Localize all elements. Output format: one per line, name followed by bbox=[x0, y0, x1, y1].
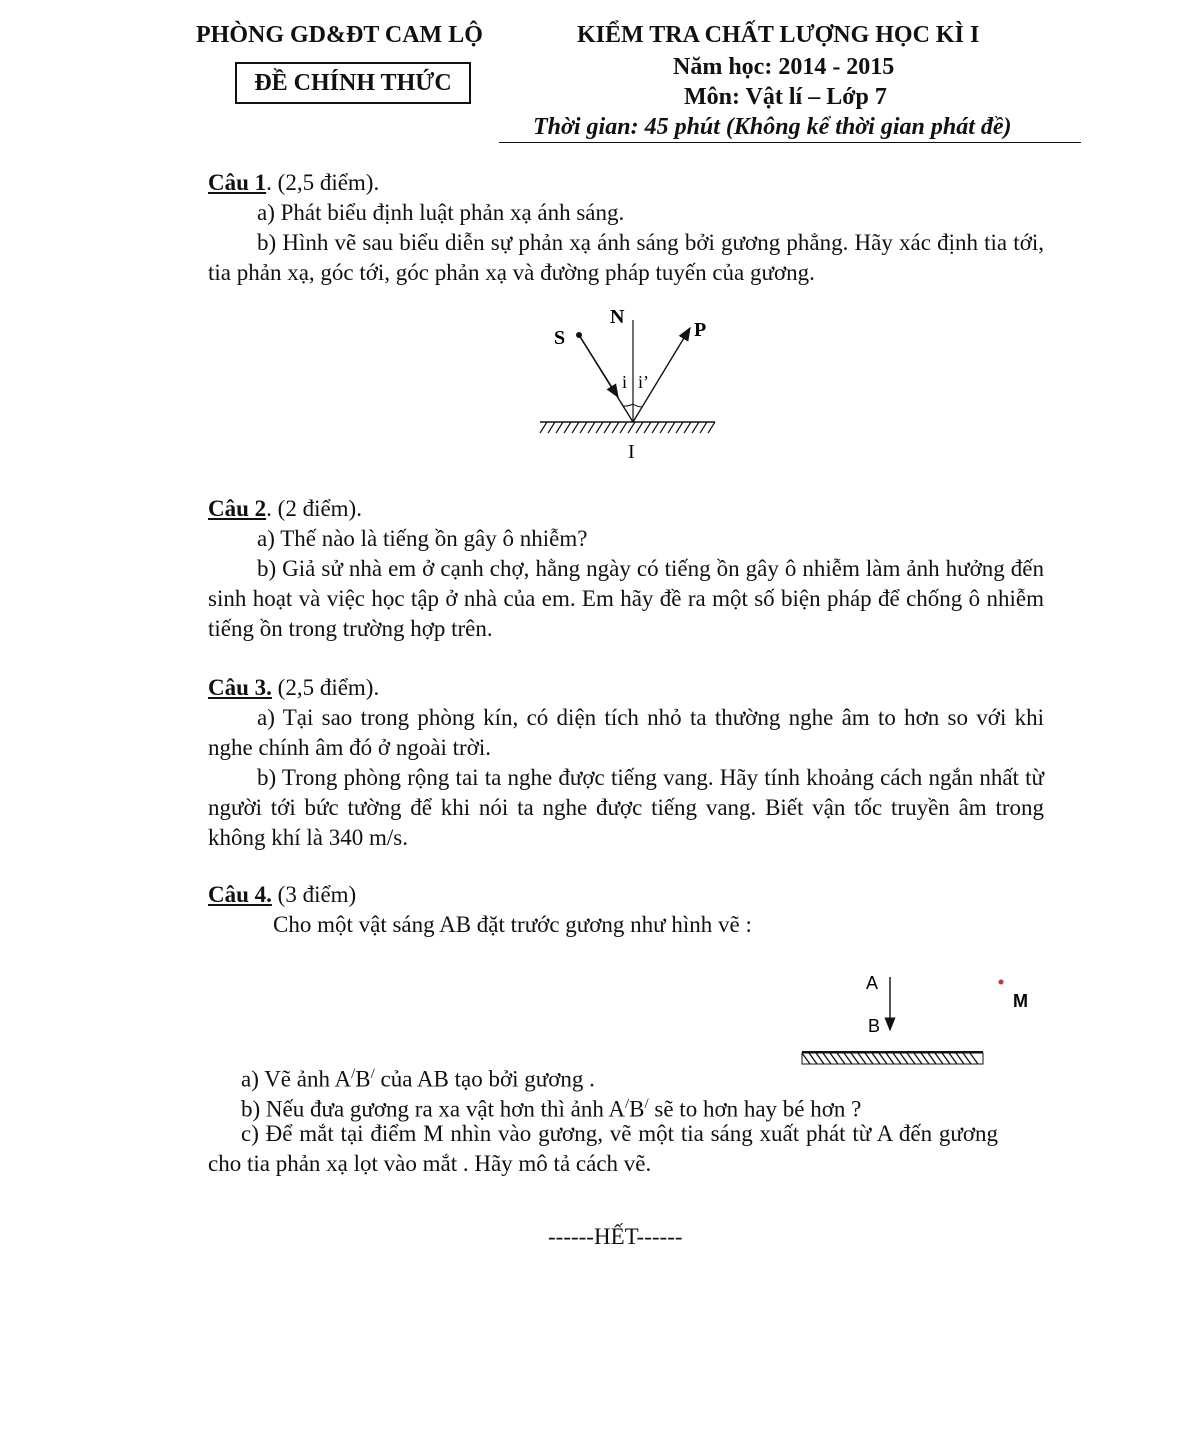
incident-ray-arrow bbox=[579, 335, 618, 397]
question-3-heading bbox=[208, 673, 379, 703]
label-m: M bbox=[1013, 991, 1028, 1011]
label-n: N bbox=[610, 306, 625, 328]
department-name: PHÒNG GD&ĐT CAM LỘ bbox=[196, 22, 483, 48]
question-4-title: Câu 4. bbox=[208, 882, 272, 907]
prime-mark: / bbox=[351, 1066, 356, 1082]
prime-mark: / bbox=[644, 1096, 649, 1112]
label-incidence-point: I bbox=[628, 441, 635, 463]
question-1a: a) Phát biểu định luật phản xạ ánh sáng. bbox=[257, 200, 625, 225]
prime-mark: / bbox=[624, 1096, 630, 1112]
question-3-title: Câu 3. bbox=[208, 675, 272, 700]
question-1b: b) Hình vẽ sau biểu diễn sự phản xạ ánh sáng bởi gương phẳng. Hãy xác định tia tới, tia phản xạ, góc tới, góc phản xạ và đường pháp tuyến của gương. bbox=[208, 230, 1044, 285]
question-4-intro: Cho một vật sáng AB đặt trước gương như hình vẽ : bbox=[273, 912, 752, 937]
point-m bbox=[999, 980, 1004, 985]
question-4a-start: a) Vẽ ảnh A bbox=[241, 1066, 352, 1092]
label-p: P bbox=[694, 319, 707, 341]
end-marker: ------HẾT------ bbox=[548, 1224, 683, 1249]
question-4a-end: của AB tạo bởi gương . bbox=[374, 1066, 595, 1092]
header-divider bbox=[499, 142, 1081, 143]
label-a: A bbox=[866, 973, 879, 993]
label-b: B bbox=[868, 1016, 881, 1036]
question-1-title: Câu 1 bbox=[208, 170, 267, 195]
label-s: S bbox=[554, 327, 566, 349]
image-b-letter: B bbox=[355, 1066, 371, 1092]
question-4c: c) Để mắt tại điểm M nhìn vào gương, vẽ một tia sáng xuất phát từ A đến gương cho tia phản xạ lọt vào mắt . Hãy mô tả cách vẽ. bbox=[208, 1121, 998, 1176]
question-1-heading bbox=[208, 168, 379, 198]
exam-title: KIỂM TRA CHẤT LƯỢNG HỌC KÌ I bbox=[577, 22, 980, 48]
official-label: ĐỀ CHÍNH THỨC bbox=[235, 62, 471, 104]
question-3a: a) Tại sao trong phòng kín, có diện tích nhỏ ta thường nghe âm to hơn so với khi nghe chính âm đó ở ngoài trời. bbox=[208, 705, 1044, 760]
question-2-heading bbox=[208, 494, 362, 524]
prime-mark: / bbox=[370, 1066, 375, 1082]
question-3b: b) Trong phòng rộng tai ta nghe được tiếng vang. Hãy tính khoảng cách ngắn nhất từ người tới bức tường để khi nói ta nghe được tiếng vang. Biết vận tốc truyền âm trong không khí là 340 m/s. bbox=[208, 765, 1044, 850]
question-4b-start: b) Nếu đưa gương ra xa vật hơn thì ảnh A bbox=[241, 1096, 625, 1122]
label-i: i bbox=[622, 372, 628, 392]
angle-arc-i-prime bbox=[633, 404, 642, 407]
question-1-points: . (2,5 điểm). bbox=[266, 170, 380, 195]
question-3-points: (2,5 điểm). bbox=[271, 675, 380, 700]
mirror-back-hatching bbox=[802, 1053, 978, 1064]
reflection-figure bbox=[530, 298, 730, 468]
question-2-points: . (2 điểm). bbox=[266, 496, 362, 521]
duration-line: Thời gian: 45 phút (Không kể thời gian phát đề) bbox=[533, 114, 1012, 140]
question-2a: a) Thế nào là tiếng ồn gây ô nhiễm? bbox=[257, 526, 588, 551]
school-year: Năm học: 2014 - 2015 bbox=[673, 54, 895, 80]
mirror-object-figure bbox=[790, 960, 1050, 1075]
question-4b-end: sẽ to hơn hay bé hơn ? bbox=[648, 1096, 862, 1122]
subject-line: Môn: Vật lí – Lớp 7 bbox=[684, 84, 887, 110]
question-2-title: Câu 2 bbox=[208, 496, 267, 521]
mirror-hatching bbox=[540, 422, 715, 433]
label-i-prime: i’ bbox=[638, 372, 649, 392]
image-b-letter: B bbox=[629, 1096, 645, 1122]
question-4-heading bbox=[208, 880, 356, 910]
question-4-points: (3 điểm) bbox=[271, 882, 357, 907]
question-2b: b) Giả sử nhà em ở cạnh chợ, hằng ngày có tiếng ồn gây ô nhiễm làm ảnh hưởng đến sinh hoạt và việc học tập ở nhà của em. Em hãy đề ra một số biện pháp để chống ô nhiễm tiếng ồn trong trường hợp trên. bbox=[208, 556, 1044, 641]
angle-arc-i bbox=[623, 404, 633, 406]
